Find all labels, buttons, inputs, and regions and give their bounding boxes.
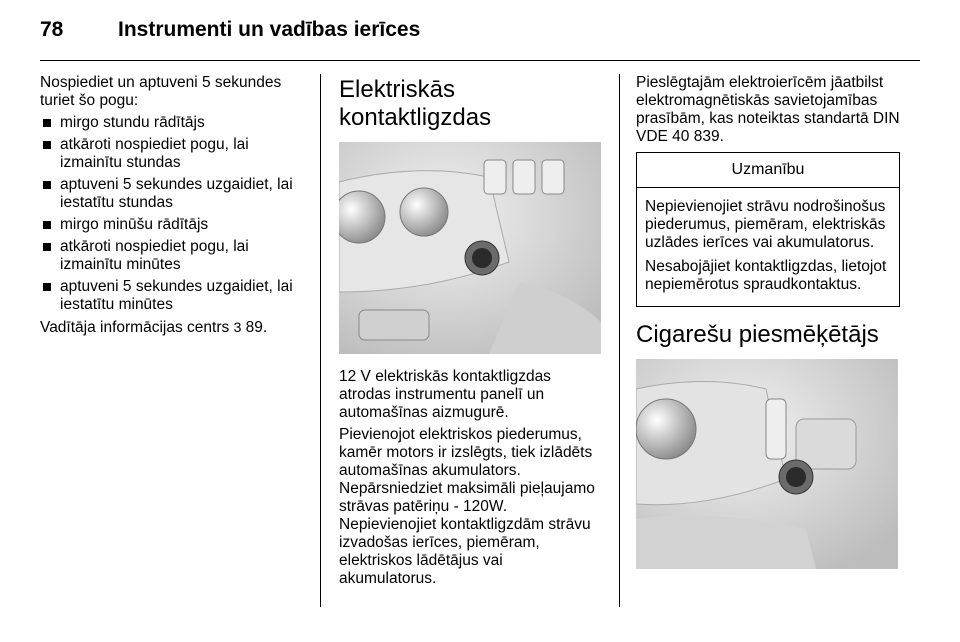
column-divider-1 — [320, 74, 321, 607]
caution-box — [636, 152, 900, 307]
power-outlet-location-text: 12 V elektriskās kontaktligzdas atrodas instrumentu panelī un automašīnas aizmugurē. — [339, 368, 551, 421]
list-item: mirgo minūšu rādītājs — [40, 216, 305, 234]
list-item: aptuveni 5 sekundes uzgaidiet, lai iestatītu stundas — [40, 176, 305, 212]
bullet-square-icon — [43, 119, 51, 127]
power-outlet-warning-text: Pievienojot elektriskos piederumus, kamēr motors ir izslēgts, tiek izlādēts automašīnas akumulators. Nepārsniedziet maksimāli pieļaujamo strāvas patēriņu - 120W. Nepievienojiet kontaktligzdām strāvu izvadošas ierīces, piemēram, elektriskos lādētājus vai akumulatorus. — [339, 426, 595, 587]
bullet-square-icon — [43, 221, 51, 229]
caution-body — [637, 188, 899, 306]
section-heading-cigarette-lighter: Cigarešu piesmēķētājs — [636, 321, 879, 348]
clock-steps-list — [40, 114, 305, 314]
list-item: mirgo stundu rādītājs — [40, 114, 305, 132]
column-3 — [636, 74, 901, 583]
caution-title: Uzmanību — [637, 153, 899, 188]
section-heading-power-outlets: Elektriskās kontaktligzdas — [339, 76, 492, 131]
list-item: atkāroti nospiediet pogu, lai izmainītu minūtes — [40, 238, 305, 274]
power-outlet-photo — [339, 142, 601, 354]
list-item: aptuveni 5 sekundes uzgaidiet, lai iestatītu minūtes — [40, 278, 305, 314]
column-2 — [339, 74, 604, 592]
header-divider — [40, 60, 920, 61]
column-divider-2 — [619, 74, 620, 607]
caution-text-2: Nesabojājiet kontaktligzdas, lietojot nepiemērotus spraudkontaktus. — [645, 258, 887, 293]
page-header — [40, 18, 920, 48]
page-number: 78 — [40, 18, 64, 41]
bullet-square-icon — [43, 243, 51, 251]
bullet-square-icon — [43, 141, 51, 149]
cigarette-lighter-photo — [636, 359, 898, 569]
page-title: Instrumenti un vadības ierīces — [118, 18, 421, 41]
column-1 — [40, 74, 305, 341]
clock-intro: Nospiediet un aptuveni 5 sekundes turiet šo pogu: — [40, 74, 282, 109]
cross-reference[interactable]: Vadītāja informācijas centrs 3 89. — [40, 319, 268, 336]
bullet-square-icon — [43, 181, 51, 189]
emc-requirement-text: Pieslēgtajām elektroierīcēm jāatbilst elektromagnētiskās savietojamības prasībām, kas noteiktas standartā DIN VDE 40 839. — [636, 74, 900, 145]
bullet-square-icon — [43, 283, 51, 291]
caution-text-1: Nepievienojiet strāvu nodrošinošus piederumus, piemēram, elektriskās uzlādes ierīces vai akumulatorus. — [645, 198, 886, 251]
page-reference-icon: 3 — [233, 319, 242, 335]
list-item: atkāroti nospiediet pogu, lai izmainītu stundas — [40, 136, 305, 172]
